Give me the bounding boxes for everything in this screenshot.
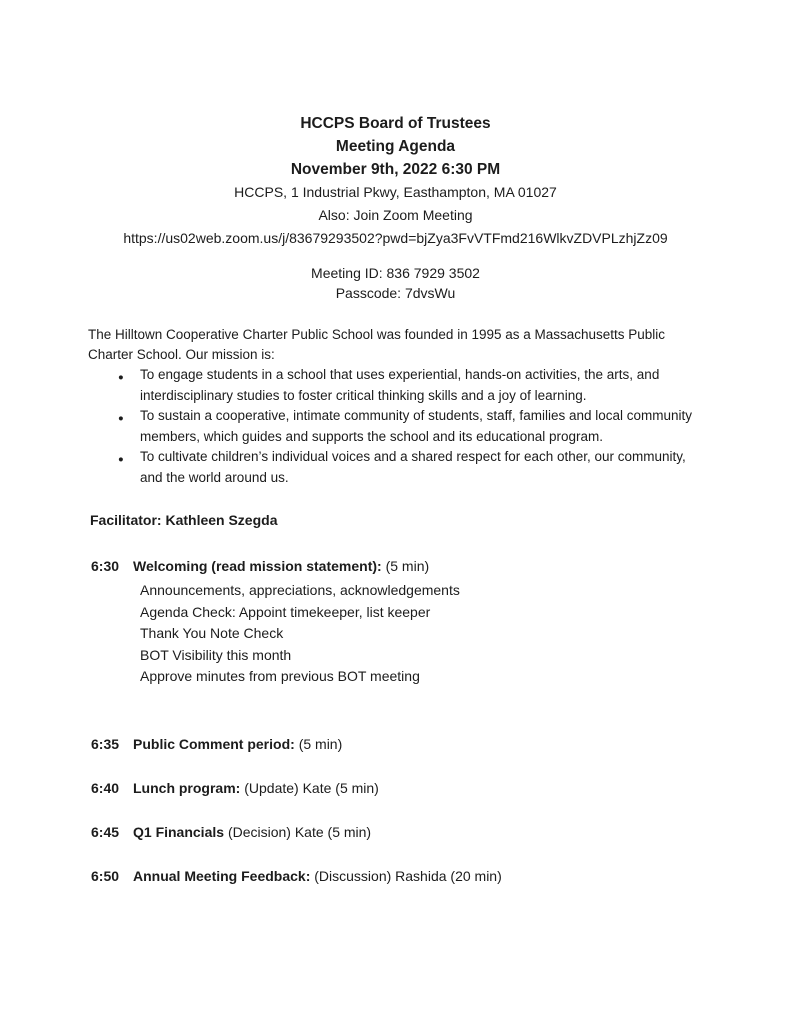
document-title: HCCPS Board of Trustees	[300, 115, 491, 132]
mission-intro: The Hilltown Cooperative Charter Public School was founded in 1995 as a Massachusetts Public Charter School. Our mission is:	[88, 327, 666, 362]
bullet-icon: ●	[118, 454, 124, 465]
agenda-time: 6:40	[91, 779, 120, 796]
meeting-datetime: November 9th, 2022 6:30 PM	[290, 161, 501, 178]
agenda-detail-line: Thank You Note Check	[140, 625, 284, 641]
agenda-list	[91, 556, 791, 887]
agenda-detail-line: Agenda Check: Appoint timekeeper, list keeper	[140, 603, 431, 620]
agenda-suffix: (5 min)	[298, 735, 343, 752]
document-header	[0, 112, 791, 250]
meeting-credentials	[0, 263, 791, 303]
meeting-location: HCCPS, 1 Industrial Pkwy, Easthampton, MA 01027	[234, 184, 557, 200]
mission-bullet-item	[88, 447, 704, 488]
agenda-item-public-comment	[91, 734, 791, 755]
document-subtitle: Meeting Agenda	[335, 138, 456, 155]
bullet-icon: ●	[118, 372, 124, 383]
agenda-detail-line: Announcements, appreciations, acknowledgements	[140, 582, 460, 598]
agenda-title: Welcoming (read mission statement):	[133, 558, 382, 574]
mission-bullet-text: To sustain a cooperative, intimate community of students, staff, families and local community members, which guides and supports the school and its educational program.	[140, 408, 693, 444]
zoom-meeting-link[interactable]: https://us02web.zoom.us/j/83679293502?pwd=bjZya3FvVTFmd216WlkvZDVPLzhjZz09	[123, 230, 668, 246]
mission-bullet-item	[88, 406, 704, 447]
agenda-time: 6:30	[91, 558, 120, 574]
agenda-detail-line: BOT Visibility this month	[140, 646, 292, 663]
agenda-time: 6:50	[91, 867, 120, 884]
mission-bullet-text: To engage students in a school that uses experiential, hands-on activities, the arts, and interdisciplinary studies to foster critical thinking skills and a joy of learning.	[140, 367, 660, 403]
mission-bullet-list	[88, 365, 704, 488]
agenda-detail-list	[91, 580, 791, 688]
facilitator-heading: Facilitator: Kathleen Szegda	[90, 512, 278, 528]
zoom-join-label: Also: Join Zoom Meeting	[318, 207, 473, 223]
agenda-time: 6:45	[91, 823, 120, 840]
mission-bullet-text: To cultivate children’s individual voices and a shared respect for each other, our community, and the world around us.	[140, 449, 686, 485]
agenda-title: Public Comment period:	[133, 735, 295, 752]
agenda-suffix: (5 min)	[385, 558, 430, 574]
agenda-suffix: (Decision) Kate (5 min)	[227, 823, 372, 840]
mission-section	[88, 325, 704, 488]
agenda-item-q1-financials	[91, 822, 791, 843]
agenda-item-annual-meeting-feedback	[91, 866, 791, 887]
agenda-time: 6:35	[91, 735, 120, 752]
agenda-title: Lunch program:	[133, 779, 241, 796]
agenda-title: Q1 Financials	[133, 823, 225, 840]
mission-bullet-item	[88, 365, 704, 406]
agenda-suffix: (Update) Kate (5 min)	[244, 779, 379, 796]
meeting-id: Meeting ID: 836 7929 3502	[311, 265, 480, 281]
agenda-title: Annual Meeting Feedback:	[133, 867, 311, 884]
agenda-detail-line: Approve minutes from previous BOT meeting	[140, 668, 420, 684]
meeting-passcode: Passcode: 7dvsWu	[335, 285, 456, 301]
agenda-item-lunch-program	[91, 778, 791, 799]
agenda-item-welcoming	[91, 556, 791, 688]
bullet-icon: ●	[118, 413, 124, 424]
agenda-suffix: (Discussion) Rashida (20 min)	[314, 867, 502, 884]
